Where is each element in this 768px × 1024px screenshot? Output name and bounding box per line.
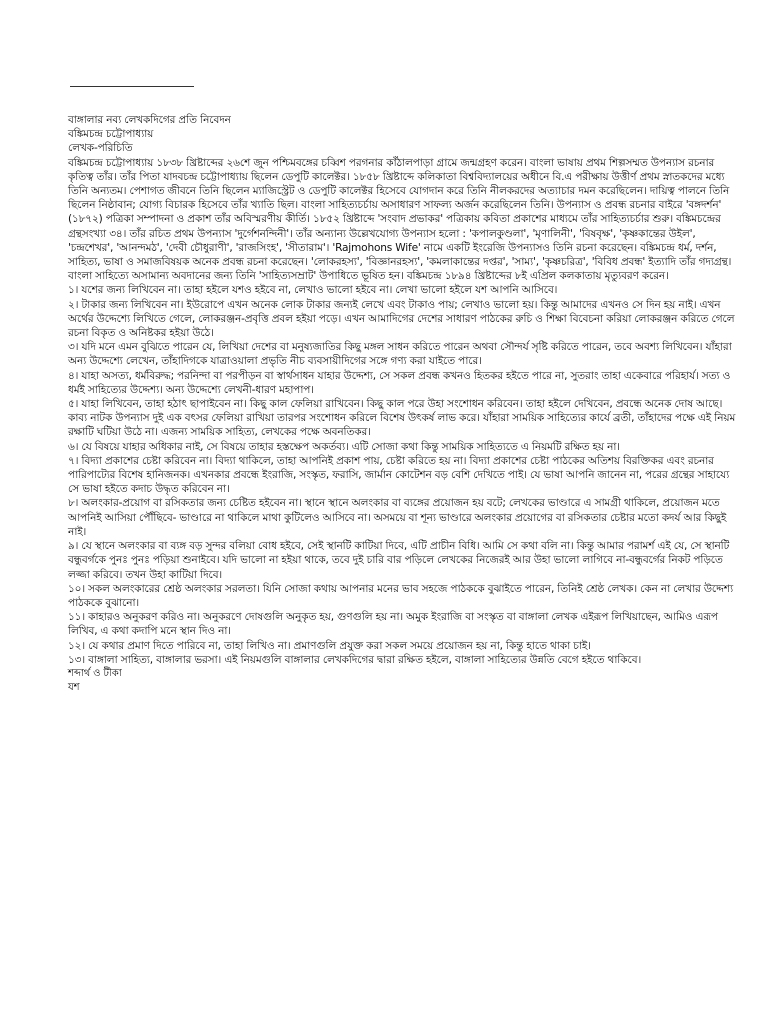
bio-paragraph: বঙ্কিমচন্দ্র চট্টোপাধ্যায় ১৮৩৮ খ্রিষ্টাব্দের ২৬শে জুন পশ্চিমবঙ্গের চব্বিশ পরগনার কাঁঠালপাড়া গ্রামে জন্মগ্রহণ করেন। বাংলা ভাষায় প্রথম শিল্পসম্মত উপন্যাস রচনার কৃতিত্ব তাঁর। তাঁর পিতা যাদবচন্দ্র চট্টোপাধ্যায় ছিলেন ডেপুটি কালেক্টর। ১৮৫৮ খ্রিষ্টাব্দে কলিকাতা বিশ্ববিদ্যালয়ের অধীনে বি.এ পরীক্ষায় উত্তীর্ণ প্রথম স্নাতকদের মধ্যে তিনি অন্যতম। পেশাগত জীবনে তিনি ছিলেন ম্যাজিস্ট্রেট ও ডেপুটি কালেক্টর হিসেবে যোগদান করে তিনি নীলকরদের অত্যাচার দমন করেছিলেন। দায়িত্ব পালনে তিনি ছিলেন নিষ্ঠাবান; যোগ্য বিচারক হিসেবে তাঁর খ্যাতি ছিল। বাংলা সাহিত্যচর্চায় অসাধারণ সাফল্য অর্জন করেছিলেন তিনি। উপন্যাস ও প্রবন্ধ রচনার বাইরে 'বঙ্গদর্শন' (১৮৭২) পত্রিকা সম্পাদনা ও প্রকাশ তাঁর অবিস্মরণীয় কীর্তি। ১৮৫২ খ্রিষ্টাব্দে 'সংবাদ প্রভাকর' পত্রিকায় কবিতা প্রকাশের মাধ্যমে তাঁর সাহিত্যচর্চার শুরু। বঙ্কিমচন্দ্রের গ্রন্থসংখ্যা ৩৪। তাঁর রচিত প্রথম উপন্যাস 'দুর্গেশনন্দিনী'। তাঁর অন্যান্য উল্লেখযোগ্য উপন্যাস হলো : 'কপালকুণ্ডলা', 'মৃণালিনী', 'বিষবৃক্ষ', 'কৃষ্ণকান্তের উইল', 'চন্দ্রশেখর', 'আনন্দমঠ', 'দেবী চৌধুরাণী', 'রাজসিংহ', 'সীতারাম'। 'Rajmohons Wife' নামে একটি ইংরেজি উপন্যাসও তিনি রচনা করেছেন। বঙ্কিমচন্দ্র ধর্ম, দর্শন, সাহিত্য, ভাষা ও সমাজবিষয়ক অনেক প্রবন্ধ রচনা করেছেন। 'লোকরহস্য', 'বিজ্ঞানরহস্য', 'কমলাকান্তের দপ্তর', 'সাম্য', 'কৃষ্ণচরিত্র', 'বিবিধ প্রবন্ধ' ইত্যাদি তাঁর গদ্যগ্রন্থ। বাংলা সাহিত্যে অসামান্য অবদানের জন্য তিনি 'সাহিত্যসম্রাট' উপাধিতে ভূষিত হন। বঙ্কিমচন্দ্র ১৮৯৪ খ্রিষ্টাব্দের ৮ই এপ্রিল কলকাতায় মৃত্যুবরণ করেন। [68, 156, 732, 283]
glossary-heading: শব্দার্থ ও টীকা [68, 667, 122, 679]
list-item: ১১। কাহারও অনুকরণ করিও না। অনুকরণে দোষগুলি অনুকৃত হয়, গুণগুলি হয় না। অমুক ইংরাজি বা সংস্কৃত বা বাঙ্গালা লেখক এইরূপ লিখিয়াছেন, আমিও এরূপ লিখিব, এ কথা কদাপি মনে স্থান দিও না। [68, 611, 718, 638]
document-title: বাঙ্গালার নব্য লেখকদিগের প্রতি নিবেদন [68, 114, 231, 126]
glossary-term: যশ [68, 682, 80, 694]
document-body [68, 113, 740, 695]
bio-heading: লেখক-পরিচিতি [68, 142, 133, 155]
list-item: ১০। সকল অলংকারের শ্রেষ্ঠ অলংকার সরলতা। যিনি সোজা কথায় আপনার মনের ভাব সহজে পাঠককে বুঝাইতে পারেন, তিনিই শ্রেষ্ঠ লেখক। কেন না লেখার উদ্দেশ্য পাঠককে বুঝানো। [68, 582, 733, 609]
list-item: ২। টাকার জন্য লিখিবেন না। ইউরোপে এখন অনেক লোক টাকার জন্যই লেখে এবং টাকাও পায়; লেখাও ভালো হয়। কিন্তু আমাদের এখনও সে দিন হয় নাই। এখন অর্থের উদ্দেশ্যে লিখিতে গেলে, লোকরঞ্জন-প্রবৃত্তি প্রবল হইয়া পড়ে। এখন আমাদিগের দেশের সাধারণ পাঠকের রুচি ও শিক্ষা বিবেচনা করিয়া লোকরঞ্জন করিতে গেলে রচনা বিকৃত ও অনিষ্টকর হইয়া উঠে। [68, 298, 735, 340]
list-item: ৩। যদি মনে এমন বুঝিতে পারেন যে, লিখিয়া দেশের বা মনুষ্যজাতির কিছু মঙ্গল সাধন করিতে পারেন অথবা সৌন্দর্য সৃষ্টি করিতে পারেন, তবে অবশ্য লিখিবেন। যাঁহারা অন্য উদ্দেশ্যে লেখেন, তাঁহাদিগকে যাত্রাওয়ালা প্রভৃতি নীচ ব্যবসায়ীদিগের সঙ্গে গণ্য করা যাইতে পারে। [68, 341, 732, 368]
list-item: ৭। বিদ্যা প্রকাশের চেষ্টা করিবেন না। বিদ্যা থাকিলে, তাহা আপনিই প্রকাশ পায়, চেষ্টা করিতে হয় না। বিদ্যা প্রকাশের চেষ্টা পাঠকের অতিশয় বিরক্তিকর এবং রচনার পারিপাট্যের বিশেষ হানিজনক। এখনকার প্রবন্ধে ইংরাজি, সংস্কৃত, ফরাসি, জার্মান কোটেশন বড় বেশি দেখিতে পাই। যে ভাষা আপনি জানেন না, পরের গ্রন্থের সাহায্যে সে ভাষা হইতে কদাচ উদ্ধৃত করিবেন না। [68, 454, 730, 496]
list-item: ৯। যে স্থানে অলংকার বা ব্যঙ্গ বড় সুন্দর বলিয়া বোধ হইবে, সেই স্থানটি কাটিয়া দিবে, এটি প্রাচীন বিধি। আমি সে কথা বলি না। কিন্তু আমার পরামর্শ এই যে, সে স্থানটি বন্ধুবর্গকে পুনঃ পুনঃ পড়িয়া শুনাইবে। যদি ভালো না হইয়া থাকে, তবে দুই চারি বার পড়িলে লেখকের নিজেরই আর উহা ভালো লাগিবে না-বন্ধুবর্গের নিকট পড়িতে লজ্জা করিবে। তখন উহা কাটিয়া দিবে। [68, 540, 730, 581]
list-item: ৪। যাহা অসত্য, ধর্মবিরুদ্ধ; পরনিন্দা বা পরপীড়ন বা স্বার্থসাধন যাহার উদ্দেশ্য, সে সকল প্রবন্ধ কখনও হিতকর হইতে পারে না, সুতরাং তাহা একেবারে পরিহার্য। সত্য ও ধর্মই সাহিত্যের উদ্দেশ্য। অন্য উদ্দেশ্যে লেখনী-ধারণ মহাপাপ। [68, 369, 731, 396]
list-item: ৫। যাহা লিখিবেন, তাহা হঠাৎ ছাপাইবেন না। কিছু কাল ফেলিয়া রাখিবেন। কিছু কাল পরে উহা সংশোধন করিবেন। তাহা হইলে দেখিবেন, প্রবন্ধে অনেক দোষ আছে। কাব্য নাটক উপন্যাস দুই এক বৎসর ফেলিয়া রাখিয়া তারপর সংশোধন করিলে বিশেষ উৎকর্ষ লাভ করে। যাঁহারা সাময়িক সাহিত্যের কার্যে ব্রতী, তাঁহাদের পক্ষে এই নিয়ম রক্ষাটি ঘটিয়া উঠে না। এজন্য সাময়িক সাহিত্য, লেখকের পক্ষে অবনতিকর। [68, 398, 736, 439]
list-item: ৬। যে বিষয়ে যাহার অধিকার নাই, সে বিষয়ে তাহার হস্তক্ষেপ অকর্তব্য। এটি সোজা কথা কিন্তু সাময়িক সাহিত্যতে এ নিয়মটি রক্ষিত হয় না। [68, 440, 620, 453]
author-name: বঙ্কিমচন্দ্র চট্টোপাধ্যায় [68, 128, 154, 141]
list-item: ১। যশের জন্য লিখিবেন না। তাহা হইলে যশও হইবে না, লেখাও ভালো হইবে না। লেখা ভালো হইলে যশ আপনি আসিবে। [68, 284, 558, 297]
list-item: ১৩। বাঙ্গালা সাহিত্য, বাঙ্গালার ভরসা। এই নিয়মগুলি বাঙ্গালার লেখকদিগের দ্বারা রক্ষিত হইলে, বাঙ্গালা সাহিত্যের উন্নতি বেগে হইতে থাকিবে। [68, 653, 642, 666]
header-rule [70, 86, 194, 87]
list-item: ৮। অলংকার-প্রয়োগ বা রসিকতার জন্য চেষ্টিত হইবেন না। স্থানে স্থানে অলংকার বা ব্যঙ্গের প্রয়োজন হয় বটে; লেখকের ভাণ্ডারে এ সামগ্রী থাকিলে, প্রয়োজন মতে আপনিই আসিয়া পৌঁছিবে- ভাণ্ডারে না থাকিলে মাথা কুটিলেও আসিবে না। অসময়ে বা শূন্য ভাণ্ডারে অলংকার প্রয়োগের বা রসিকতার চেষ্টার মতো কদর্য আর কিছুই নাই। [68, 497, 727, 538]
list-item: ১২। যে কথার প্রমাণ দিতে পারিবে না, তাহা লিখিও না। প্রমাণগুলি প্রযুক্ত করা সকল সময়ে প্রয়োজন হয় না, কিন্তু হাতে থাকা চাই। [68, 639, 591, 652]
